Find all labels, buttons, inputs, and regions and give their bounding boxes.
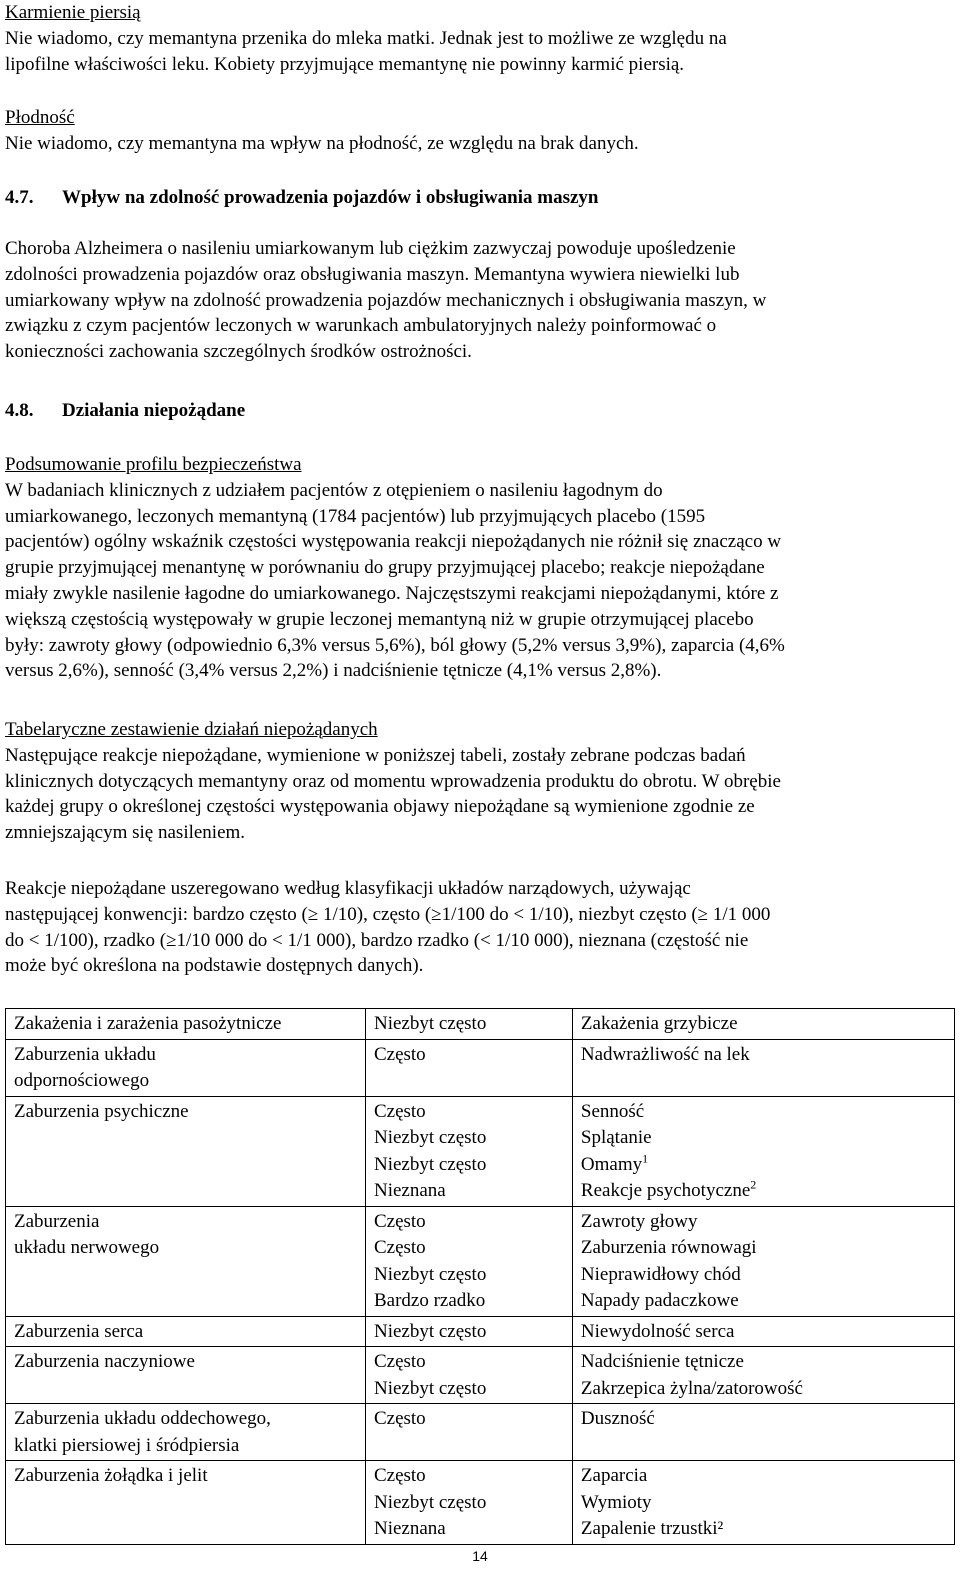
frequency-cell <box>365 1347 572 1404</box>
adverse-reactions-table <box>5 1008 955 1545</box>
frequency-text: Niezbyt często <box>373 1127 487 1148</box>
section-breastfeeding <box>5 0 727 77</box>
reaction-text: Zapalenie trzustki² <box>580 1518 724 1539</box>
footnote-marker: 1 <box>642 1151 649 1166</box>
reaction-cell <box>572 1316 954 1347</box>
reaction-text: Nadwrażliwość na lek <box>580 1043 750 1065</box>
text-line: może być określona na podstawie dostępnych danych). <box>5 955 424 977</box>
reaction-line <box>581 1152 946 1179</box>
text-line: versus 2,6%), senność (3,4% versus 2,2%) i nadciśnienie tętnicze (4,1% versus 2,8%). <box>5 660 662 682</box>
reaction-text: Wymioty <box>580 1491 652 1513</box>
table-row <box>6 1316 955 1347</box>
text-line: zmniejszającym się nasileniem. <box>5 822 246 844</box>
frequency-cell <box>365 1039 572 1096</box>
organ-system-text: Zaburzenia naczyniowe <box>14 1351 195 1372</box>
frequency-cell <box>365 1461 572 1545</box>
organ-system-text: klatki piersiowej i śródpiersia <box>14 1434 240 1456</box>
table-row <box>6 1039 955 1096</box>
text-line: zdolności prowadzenia pojazdów oraz obsługiwania maszyn. Memantyna wywiera niewielki lub <box>5 263 740 285</box>
reaction-line <box>581 1262 946 1289</box>
reaction-text: Senność <box>580 1100 645 1122</box>
organ-system-text: Zaburzenia żołądka i jelit <box>14 1465 208 1486</box>
frequency-text: Niezbyt często <box>373 1377 487 1399</box>
reaction-text: Reakcje psychotyczne <box>580 1180 751 1201</box>
frequency-text: Często <box>373 1043 426 1065</box>
reaction-text: Zakrzepica żylna/zatorowość <box>580 1377 803 1399</box>
section-title-fertility: Płodność <box>5 107 75 128</box>
organ-system-cell <box>6 1404 366 1461</box>
reaction-line <box>581 1516 946 1543</box>
frequency-text: Często <box>373 1408 426 1429</box>
reaction-text: Splątanie <box>580 1127 652 1148</box>
reaction-text: Nadciśnienie tętnicze <box>580 1351 744 1372</box>
frequency-cell <box>365 1096 572 1206</box>
frequency-text: Nieznana <box>373 1518 446 1539</box>
section-text <box>5 131 639 157</box>
section-title-tabular-summary: Tabelaryczne zestawienie działań niepożądanych <box>5 719 378 740</box>
section-fertility <box>5 105 639 157</box>
text-line: Nie wiadomo, czy memantyna ma wpływ na płodność, ze względu na brak danych. <box>5 132 639 154</box>
text-line: były: zawroty głowy (odpowiednio 6,3% versus 5,6%), ból głowy (5,2% versus 3,9%), zaparcia (4,6% <box>5 634 785 656</box>
organ-system-cell <box>6 1009 366 1040</box>
reaction-line <box>581 1235 946 1262</box>
frequency-cell <box>365 1404 572 1461</box>
table-row <box>6 1461 955 1545</box>
text-line: lipofilne właściwości leku. Kobiety przyjmujące memantynę nie powinny karmić piersią. <box>5 53 685 75</box>
reaction-cell <box>572 1347 954 1404</box>
organ-system-text: Zakażenia i zarażenia pasożytnicze <box>14 1013 282 1034</box>
reaction-line <box>581 1406 946 1433</box>
reaction-cell <box>572 1096 954 1206</box>
reaction-line <box>581 1349 946 1376</box>
heading-title: Działania niepożądane <box>62 400 246 421</box>
organ-system-text: Zaburzenia serca <box>14 1320 144 1342</box>
frequency-text: Bardzo rzadko <box>373 1290 486 1311</box>
organ-system-cell <box>6 1039 366 1096</box>
text-line: następującej konwencji: bardzo często (≥ 1/10), często (≥1/100 do < 1/10), niezbyt często (≥ 1/1 000 <box>5 903 771 925</box>
reaction-line <box>581 1463 946 1490</box>
reaction-text: Niewydolność serca <box>580 1320 735 1342</box>
frequency-cell <box>365 1316 572 1347</box>
text-line: większą częstością występowały w grupie leczonej memantyną niż w grupie otrzymującej placebo <box>5 608 754 630</box>
frequency-text: Niezbyt często <box>373 1320 487 1342</box>
section-title-breastfeeding: Karmienie piersią <box>5 2 141 23</box>
organ-system-text: Zaburzenia psychiczne <box>14 1100 189 1122</box>
reaction-cell <box>572 1206 954 1316</box>
frequency-cell <box>365 1009 572 1040</box>
table-row <box>6 1404 955 1461</box>
text-line: związku z czym pacjentów leczonych w warunkach ambulatoryjnych należy poinformować o <box>5 315 717 337</box>
text-line: Choroba Alzheimera o nasileniu umiarkowanym lub ciężkim zazwyczaj powoduje upośledzenie <box>5 238 736 259</box>
text-line: pacjentów) ogólny wskaźnik częstości występowania reakcji niepożądanych nie różnił się znacząco w <box>5 531 782 553</box>
organ-system-cell <box>6 1206 366 1316</box>
text-line: konieczności zachowania szczególnych środków ostrożności. <box>5 341 472 363</box>
reaction-text: Omamy <box>580 1153 643 1175</box>
reaction-line <box>581 1125 946 1152</box>
page-number: 14 <box>472 1548 488 1564</box>
heading-title: Wpływ na zdolność prowadzenia pojazdów i obsługiwania maszyn <box>62 187 599 208</box>
reaction-line <box>581 1490 946 1517</box>
text-line: Reakcje niepożądane uszeregowano według klasyfikacji układów narządowych, używając <box>5 878 691 899</box>
frequency-text: Niezbyt często <box>373 1153 487 1175</box>
frequency-text: Często <box>373 1465 426 1486</box>
heading-number: 4.8. <box>5 400 34 421</box>
reaction-cell <box>572 1009 954 1040</box>
organ-system-text: odpornościowego <box>14 1070 150 1091</box>
organ-system-text: układu nerwowego <box>14 1237 160 1258</box>
reaction-text: Nieprawidłowy chód <box>580 1263 741 1285</box>
heading-number: 4.7. <box>5 187 34 208</box>
organ-system-cell <box>6 1347 366 1404</box>
text-line: umiarkowany wpływ na zdolność prowadzenia pojazdów mechanicznych i obsługiwania maszyn, w <box>5 289 767 311</box>
table-row <box>6 1096 955 1206</box>
reaction-text: Zaburzenia równowagi <box>580 1237 757 1258</box>
section-driving-text <box>5 236 766 365</box>
reaction-text: Zaparcia <box>580 1465 648 1486</box>
organ-system-text: Zaburzenia <box>14 1210 100 1232</box>
organ-system-cell <box>6 1461 366 1545</box>
table-row <box>6 1009 955 1040</box>
reaction-line <box>581 1288 946 1315</box>
heading-4-7 <box>5 185 598 211</box>
reaction-line <box>581 1178 946 1205</box>
footnote-marker: 2 <box>750 1177 757 1192</box>
organ-system-text: Zaburzenia układu <box>14 1043 156 1065</box>
section-text <box>5 26 727 78</box>
text-line: grupie przyjmującej menantynę w porównaniu do grupy przyjmującej placebo; reakcje niepożądane <box>5 557 765 579</box>
reaction-line <box>581 1319 946 1346</box>
frequency-text: Nieznana <box>373 1180 446 1201</box>
text-line: Następujące reakcje niepożądane, wymienione w poniższej tabeli, zostały zebrane podczas badań <box>5 744 746 766</box>
text-line: umiarkowanego, leczonych memantyną (1784 pacjentów) lub przyjmujących placebo (1595 <box>5 505 706 527</box>
organ-system-text: Zaburzenia układu oddechowego, <box>14 1408 271 1429</box>
frequency-text: Niezbyt często <box>373 1491 487 1513</box>
reaction-text: Zawroty głowy <box>580 1210 698 1232</box>
text-line: klinicznych dotyczących memantyny oraz od momentu wprowadzenia produktu do obrotu. W obrębie <box>5 770 781 792</box>
section-tabular-summary <box>5 717 781 846</box>
section-classification <box>5 876 770 979</box>
frequency-text: Często <box>373 1210 426 1232</box>
frequency-text: Często <box>373 1100 426 1122</box>
reaction-line <box>581 1011 946 1038</box>
text-line: miały zwykle nasilenie łagodne do umiarkowanego. Najczęstszymi reakcjami niepożądanymi, które z <box>5 582 779 604</box>
reaction-cell <box>572 1039 954 1096</box>
reaction-text: Duszność <box>580 1408 655 1429</box>
frequency-cell <box>365 1206 572 1316</box>
text-line: W badaniach klinicznych z udziałem pacjentów z otępieniem o nasileniu łagodnym do <box>5 479 663 501</box>
organ-system-cell <box>6 1316 366 1347</box>
text-line: każdej grupy o określonej częstości występowania objawy niepożądane są wymienione zgodnie ze <box>5 796 755 818</box>
reaction-text: Zakażenia grzybicze <box>580 1013 738 1034</box>
frequency-text: Niezbyt często <box>373 1263 487 1285</box>
section-title-safety-summary: Podsumowanie profilu bezpieczeństwa <box>5 454 302 475</box>
frequency-text: Niezbyt często <box>373 1013 487 1034</box>
organ-system-cell <box>6 1096 366 1206</box>
reaction-text: Napady padaczkowe <box>580 1290 739 1311</box>
section-text <box>5 478 785 684</box>
heading-4-8 <box>5 398 245 424</box>
table-row <box>6 1347 955 1404</box>
reaction-line <box>581 1376 946 1403</box>
reaction-line <box>581 1209 946 1236</box>
reaction-line <box>581 1042 946 1069</box>
reaction-cell <box>572 1404 954 1461</box>
text-line: Nie wiadomo, czy memantyna przenika do mleka matki. Jednak jest to możliwe ze względu na <box>5 27 727 49</box>
frequency-text: Często <box>373 1237 426 1258</box>
text-line: do < 1/100), rzadko (≥1/10 000 do < 1/1 000), bardzo rzadko (< 1/10 000), nieznana (częstość nie <box>5 929 749 951</box>
section-safety-summary <box>5 452 785 684</box>
table-row <box>6 1206 955 1316</box>
section-text <box>5 743 781 846</box>
reaction-cell <box>572 1461 954 1545</box>
frequency-text: Często <box>373 1351 426 1372</box>
reaction-line <box>581 1099 946 1126</box>
